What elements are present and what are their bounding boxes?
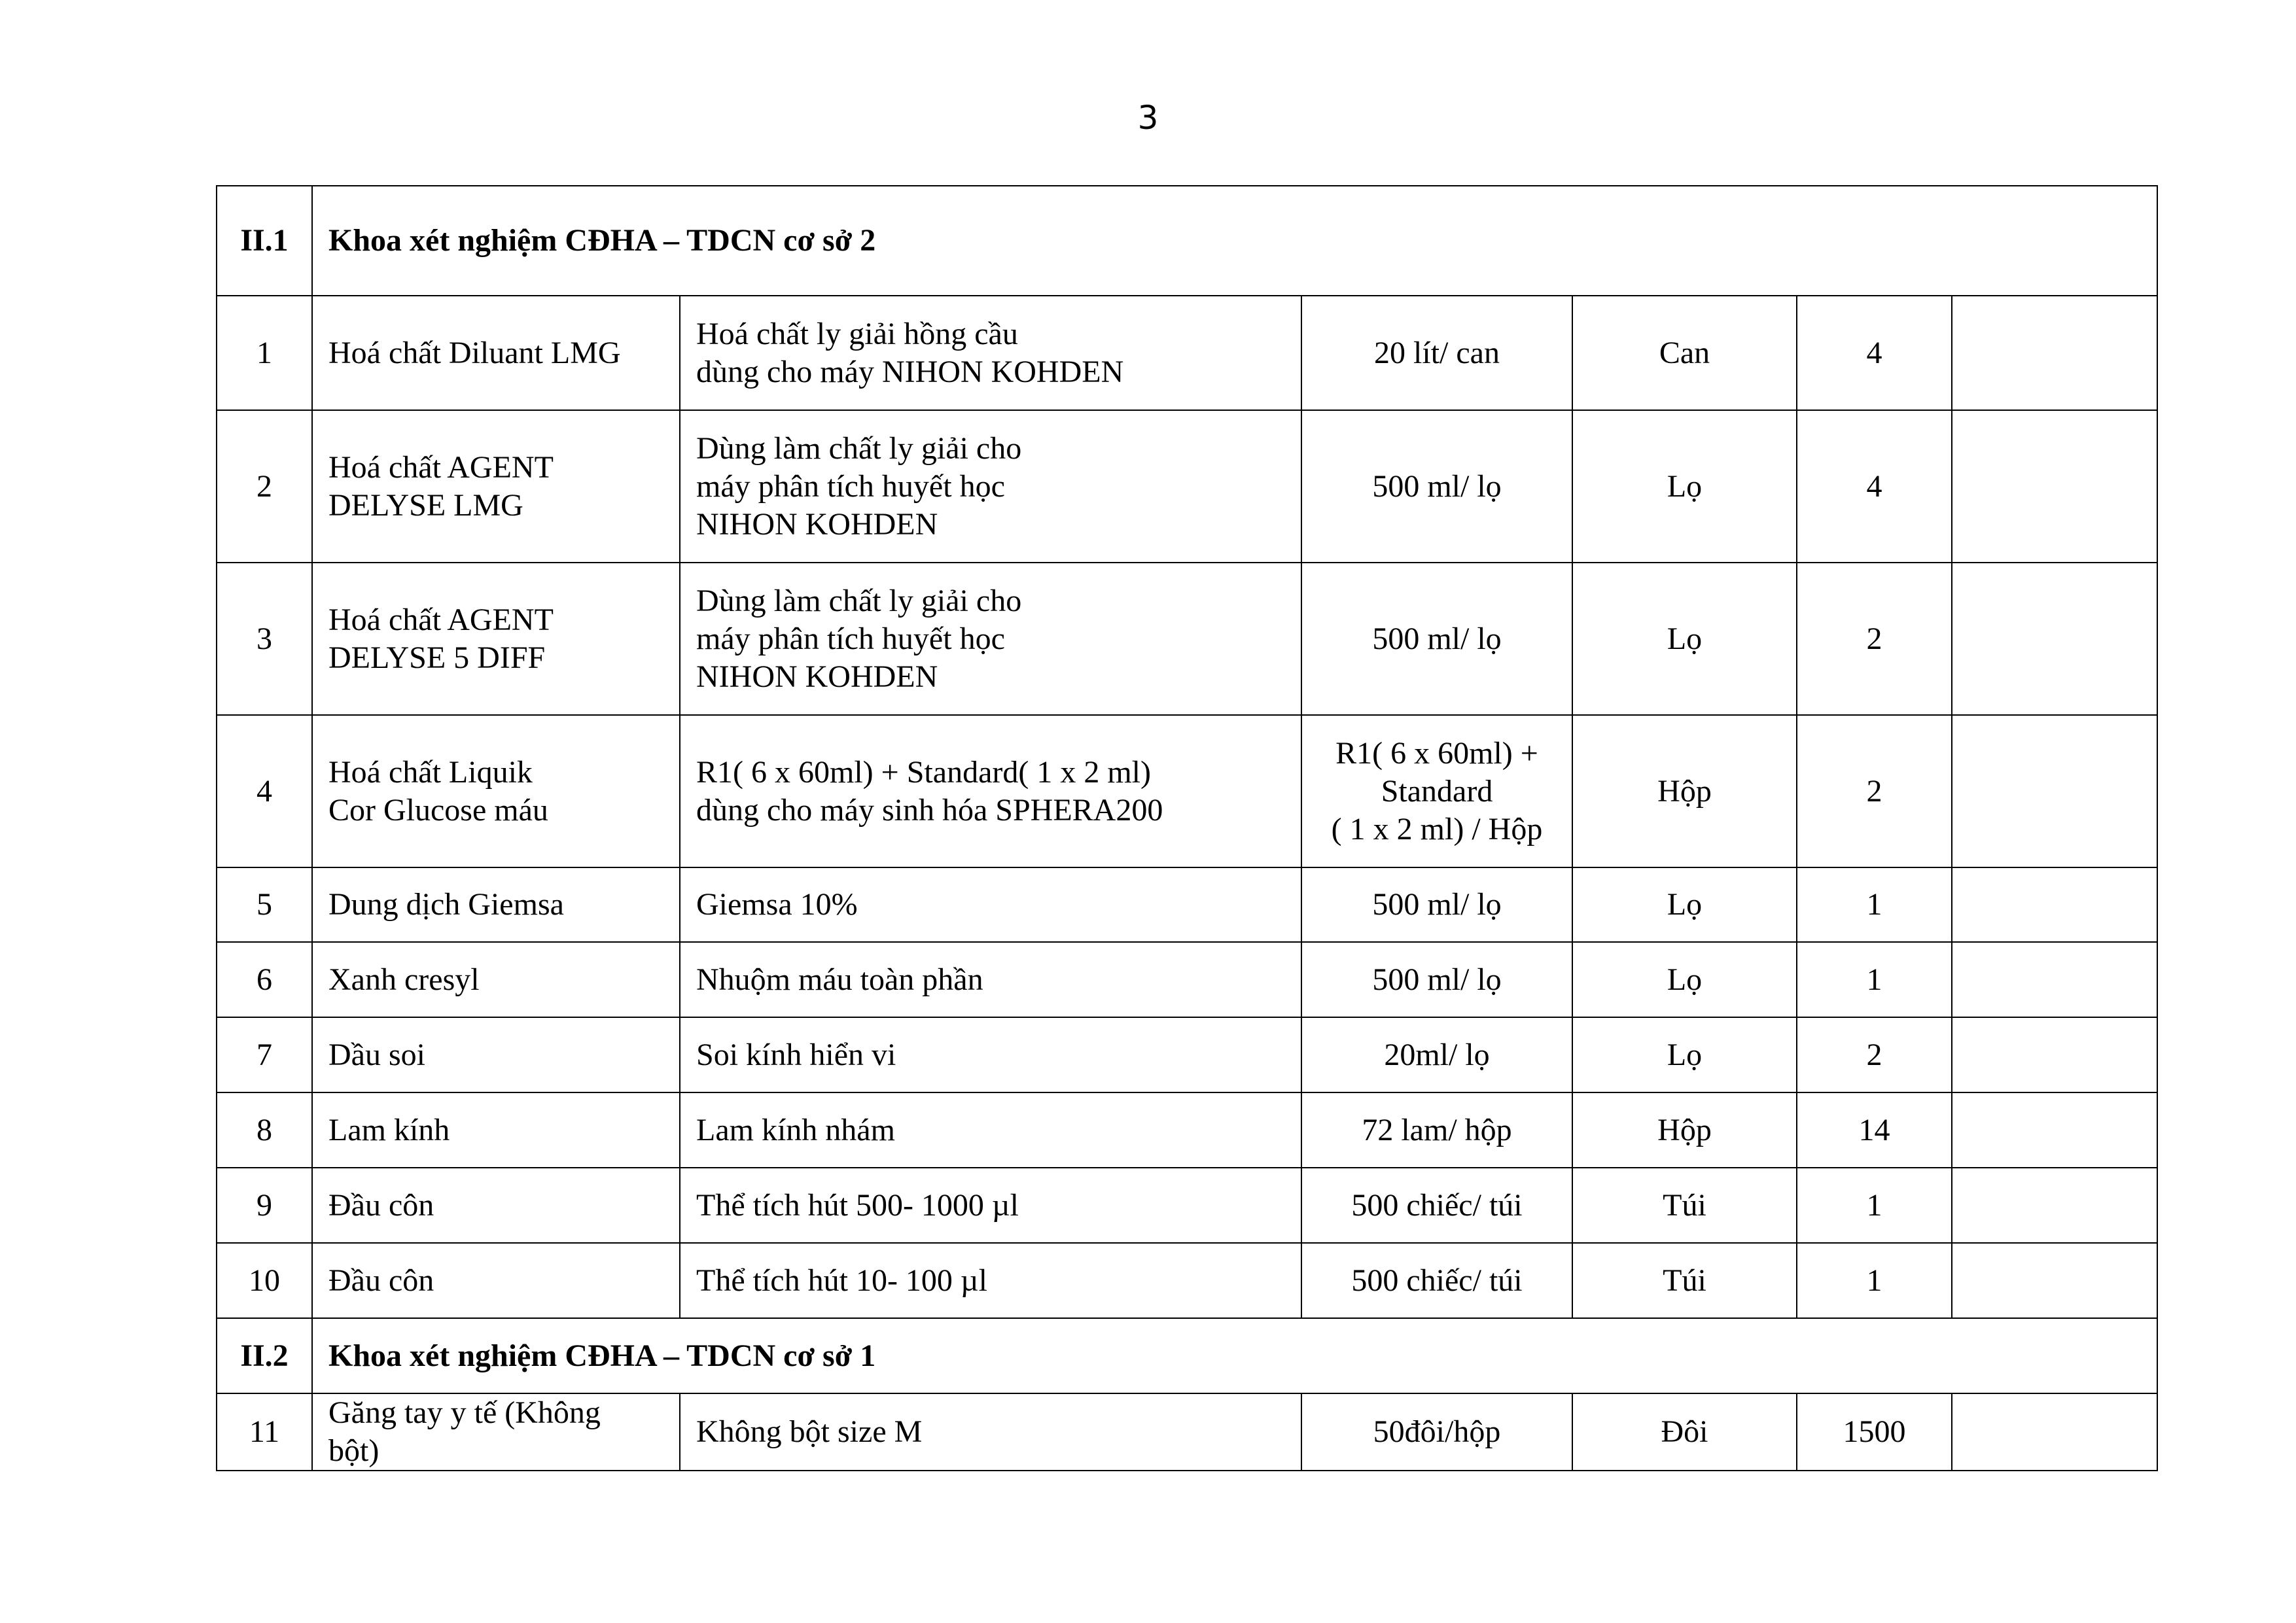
cell-unit: Lọ [1572, 410, 1797, 563]
cell-stt: 11 [217, 1393, 312, 1471]
cell-unit: Lọ [1572, 1017, 1797, 1092]
cell-stt: 3 [217, 563, 312, 715]
table-row [217, 296, 2157, 410]
table-row [217, 410, 2157, 563]
cell-name: Lam kính [312, 1092, 680, 1168]
cell-note [1952, 410, 2157, 563]
table-row [217, 867, 2157, 942]
cell-name: Găng tay y tế (Không bột) [312, 1393, 680, 1471]
cell-stt: 10 [217, 1243, 312, 1318]
cell-note [1952, 1393, 2157, 1471]
cell-spec: R1( 6 x 60ml) + Standard( 1 x 2 ml) dùng cho máy sinh hóa SPHERA200 [680, 715, 1301, 867]
section-row [217, 1318, 2157, 1393]
cell-qty: 2 [1797, 715, 1952, 867]
cell-unit: Lọ [1572, 867, 1797, 942]
cell-stt: 5 [217, 867, 312, 942]
section-code: II.2 [217, 1318, 312, 1393]
cell-name: Dung dịch Giemsa [312, 867, 680, 942]
cell-unit: Hộp [1572, 715, 1797, 867]
cell-stt: 8 [217, 1092, 312, 1168]
cell-qty: 2 [1797, 1017, 1952, 1092]
cell-qty: 1 [1797, 942, 1952, 1017]
cell-pack: 500 chiếc/ túi [1301, 1168, 1572, 1243]
cell-qty: 2 [1797, 563, 1952, 715]
cell-unit: Đôi [1572, 1393, 1797, 1471]
cell-qty: 1 [1797, 1243, 1952, 1318]
cell-unit: Lọ [1572, 563, 1797, 715]
cell-pack: R1( 6 x 60ml) + Standard ( 1 x 2 ml) / Hộp [1301, 715, 1572, 867]
cell-note [1952, 563, 2157, 715]
cell-note [1952, 1092, 2157, 1168]
cell-pack: 500 ml/ lọ [1301, 942, 1572, 1017]
cell-unit: Túi [1572, 1243, 1797, 1318]
table-row [217, 1092, 2157, 1168]
cell-qty: 4 [1797, 296, 1952, 410]
cell-stt: 6 [217, 942, 312, 1017]
cell-spec: Không bột size M [680, 1393, 1301, 1471]
supplies-table [216, 185, 2158, 1471]
table-row [217, 1017, 2157, 1092]
table-row [217, 942, 2157, 1017]
cell-qty: 4 [1797, 410, 1952, 563]
cell-spec: Lam kính nhám [680, 1092, 1301, 1168]
cell-unit: Can [1572, 296, 1797, 410]
table-row [217, 715, 2157, 867]
cell-note [1952, 942, 2157, 1017]
cell-stt: 7 [217, 1017, 312, 1092]
cell-note [1952, 1168, 2157, 1243]
cell-name: Đầu côn [312, 1243, 680, 1318]
cell-stt: 2 [217, 410, 312, 563]
table-body [217, 186, 2157, 1471]
section-code: II.1 [217, 186, 312, 296]
cell-unit: Túi [1572, 1168, 1797, 1243]
cell-note [1952, 867, 2157, 942]
cell-spec: Thể tích hút 10- 100 µl [680, 1243, 1301, 1318]
cell-stt: 9 [217, 1168, 312, 1243]
table-row [217, 1168, 2157, 1243]
cell-unit: Hộp [1572, 1092, 1797, 1168]
cell-note [1952, 1017, 2157, 1092]
cell-spec: Nhuộm máu toàn phần [680, 942, 1301, 1017]
cell-unit: Lọ [1572, 942, 1797, 1017]
cell-pack: 500 ml/ lọ [1301, 410, 1572, 563]
cell-pack: 20 lít/ can [1301, 296, 1572, 410]
cell-pack: 500 chiếc/ túi [1301, 1243, 1572, 1318]
table-row [217, 563, 2157, 715]
cell-spec: Thể tích hút 500- 1000 µl [680, 1168, 1301, 1243]
page-number: 3 [1137, 99, 1159, 137]
cell-pack: 500 ml/ lọ [1301, 563, 1572, 715]
cell-name: Hoá chất AGENT DELYSE 5 DIFF [312, 563, 680, 715]
cell-name: Hoá chất Liquik Cor Glucose máu [312, 715, 680, 867]
cell-qty: 14 [1797, 1092, 1952, 1168]
table-row [217, 1243, 2157, 1318]
cell-qty: 1500 [1797, 1393, 1952, 1471]
cell-pack: 50đôi/hộp [1301, 1393, 1572, 1471]
cell-spec: Soi kính hiển vi [680, 1017, 1301, 1092]
cell-spec: Dùng làm chất ly giải cho máy phân tích huyết học NIHON KOHDEN [680, 410, 1301, 563]
cell-stt: 4 [217, 715, 312, 867]
cell-name: Đầu côn [312, 1168, 680, 1243]
cell-name: Dầu soi [312, 1017, 680, 1092]
section-row [217, 186, 2157, 296]
cell-spec: Hoá chất ly giải hồng cầu dùng cho máy NIHON KOHDEN [680, 296, 1301, 410]
table-row [217, 1393, 2157, 1471]
cell-name: Hoá chất AGENT DELYSE LMG [312, 410, 680, 563]
section-title: Khoa xét nghiệm CĐHA – TDCN cơ sở 2 [312, 186, 2157, 296]
cell-qty: 1 [1797, 1168, 1952, 1243]
cell-stt: 1 [217, 296, 312, 410]
cell-note [1952, 1243, 2157, 1318]
cell-note [1952, 715, 2157, 867]
cell-spec: Dùng làm chất ly giải cho máy phân tích huyết học NIHON KOHDEN [680, 563, 1301, 715]
cell-name: Hoá chất Diluant LMG [312, 296, 680, 410]
cell-pack: 500 ml/ lọ [1301, 867, 1572, 942]
cell-spec: Giemsa 10% [680, 867, 1301, 942]
cell-pack: 72 lam/ hộp [1301, 1092, 1572, 1168]
cell-name: Xanh cresyl [312, 942, 680, 1017]
section-title: Khoa xét nghiệm CĐHA – TDCN cơ sở 1 [312, 1318, 2157, 1393]
cell-note [1952, 296, 2157, 410]
cell-qty: 1 [1797, 867, 1952, 942]
cell-pack: 20ml/ lọ [1301, 1017, 1572, 1092]
